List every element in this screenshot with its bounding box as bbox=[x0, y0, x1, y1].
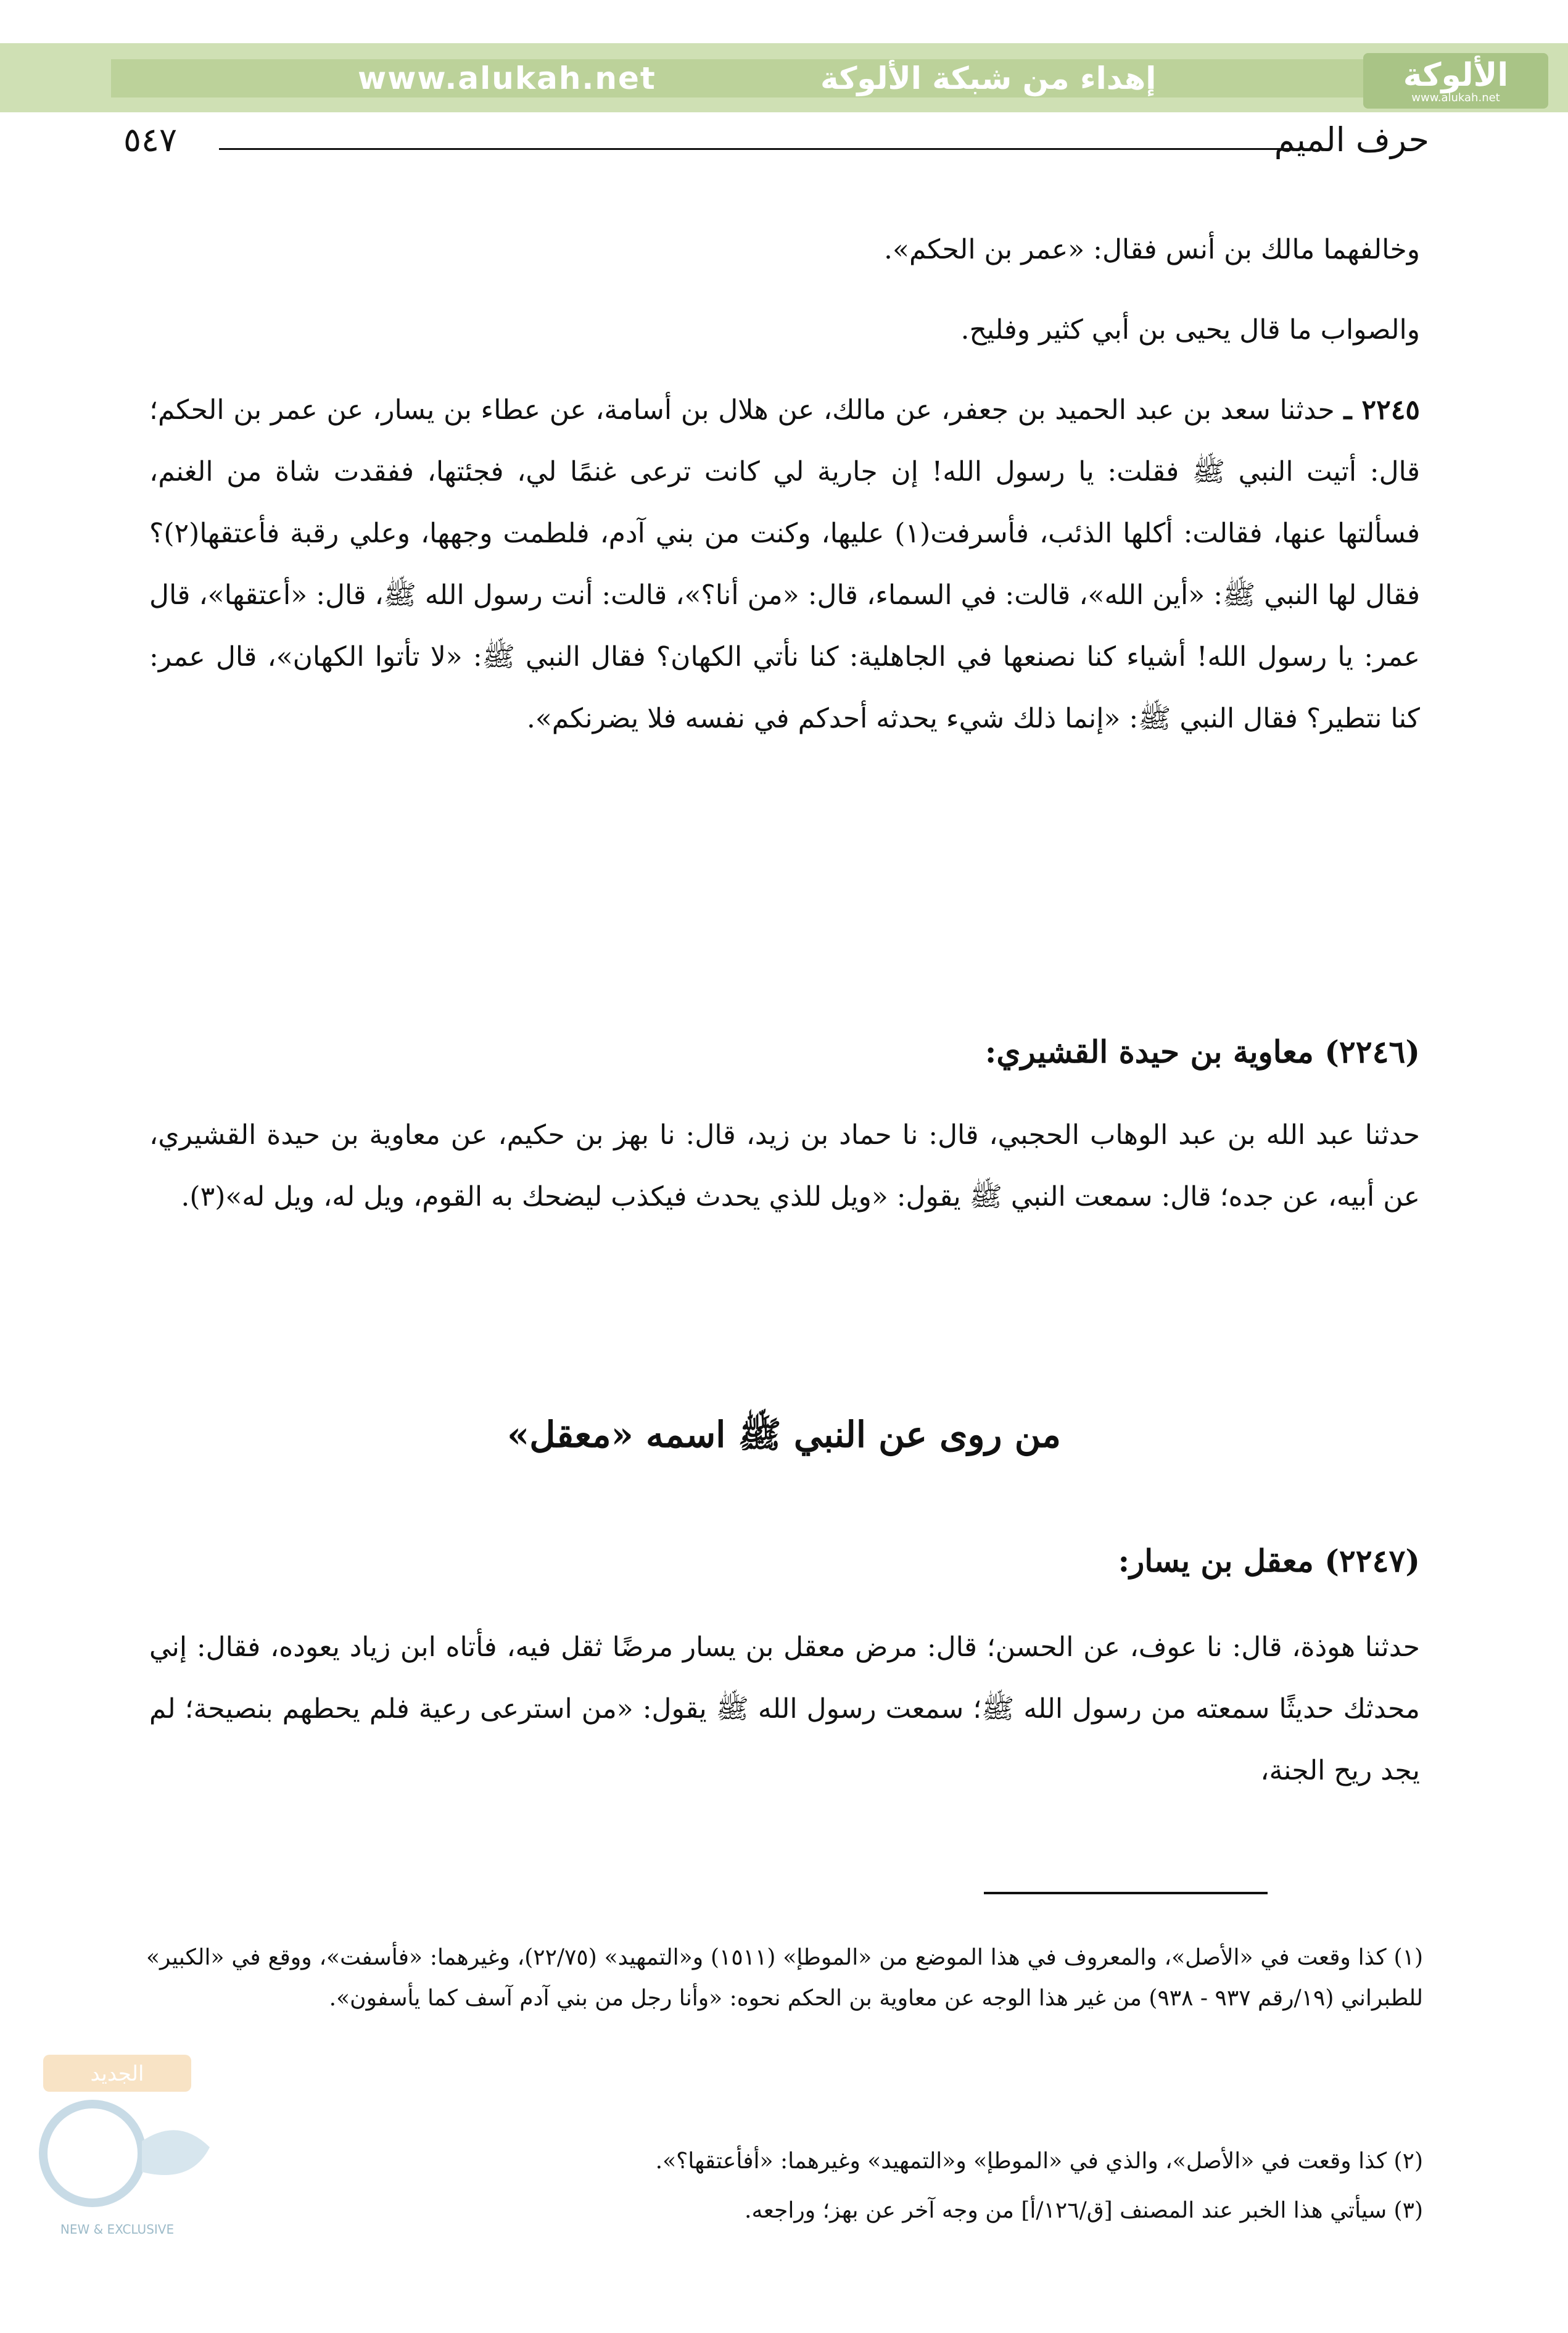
hadith-2247: حدثنا هوذة، قال: نا عوف، عن الحسن؛ قال: مرض معقل بن يسار مرضًا ثقل فيه، فأتاه ابن زياد يعوده، فقال: إني محدثك حديثًا سمعته من رسول الله ﷺ؛ سمعت رسول الله ﷺ يقول: «من استرعى رعية فلم يحطهم بنصيحة؛ لم يجد ريح الجنة، bbox=[149, 1631, 1420, 1786]
site-logo bbox=[1363, 53, 1548, 109]
logo-wordmark: الألوكة bbox=[1403, 57, 1509, 94]
entry-heading-2247: (٢٢٤٧) معقل بن يسار: bbox=[1118, 1543, 1420, 1579]
logo-url: www.alukah.net bbox=[1411, 91, 1500, 104]
running-header: حرف الميم bbox=[1274, 120, 1429, 159]
banner-url[interactable]: www.alukah.net bbox=[358, 60, 656, 96]
watermark-ring bbox=[43, 2104, 142, 2203]
header-rule bbox=[219, 148, 1295, 150]
hadith-text: حدثنا سعد بن عبد الحميد بن جعفر، عن مالك، عن هلال بن أسامة، عن عطاء بن يسار، عن عمر بن الحكم؛ قال: أتيت النبي ﷺ فقلت: يا رسول الله! إن جارية لي كانت ترعى غنمًا لي، فجئتها، ففقدت شاة من الغنم، فسألتها عنها، فقالت: أكلها الذئب، فأسرفت(١) عليها، وكنت من بني آدم، فلطمت وجهها، وعلي رقبة فأعتقها(٢)؟ فقال لها النبي ﷺ: «أين الله»، قالت: في السماء، قال: «من أنا؟»، قالت: أنت رسول الله ﷺ، قال: «أعتقها»، قال عمر: يا رسول الله! أشياء كنا نصنعها في الجاهلية: كنا نأتي الكهان؟ فقال النبي ﷺ: «لا تأتوا الكهان»، قال عمر: كنا نتطير؟ فقال النبي ﷺ: «إنما ذلك شيء يحدثه أحدكم في نفسه فلا يضرنكم». bbox=[149, 394, 1421, 734]
footnote-separator bbox=[984, 1892, 1268, 1894]
watermark-swash bbox=[142, 2130, 210, 2175]
banner-dedication: إهداء من شبكة الألوكة bbox=[820, 60, 1157, 96]
footnote-1: (١) كذا وقعت في «الأصل»، والمعروف في هذا الموضع من «الموطإ» (١٥١١) و«التمهيد» (٢٢/٧٥)، وغيرهما: «فأسفت»، ووقع في «الكبير» للطبراني (١٩/رقم ٩٣٧ - ٩٣٨) من غير هذا الوجه عن معاوية بن الحكم نحوه: «وأنا رجل من بني آدم آسف كما يأسفون». bbox=[146, 1945, 1423, 2011]
watermark-bottom-text: NEW & EXCLUSIVE bbox=[60, 2222, 175, 2237]
entry-heading-2246: (٢٢٤٦) معاوية بن حيدة القشيري: bbox=[984, 1034, 1420, 1070]
hadith-number: ٢٢٤٥ ـ bbox=[1343, 394, 1421, 426]
paragraph-2: والصواب ما قال يحيى بن أبي كثير وفليح. bbox=[960, 314, 1420, 346]
watermark-top-text: الجديد bbox=[90, 2062, 144, 2086]
hadith-2246: حدثنا عبد الله بن عبد الوهاب الحجبي، قال: نا حماد بن زيد، قال: نا بهز بن حكيم، عن معاوية بن حيدة القشيري، عن أبيه، عن جده؛ قال: سمعت النبي ﷺ يقول: «ويل للذي يحدث فيكذب ليضحك به القوم، ويل له، ويل له»(٣). bbox=[149, 1119, 1420, 1212]
footnote-3: (٣) سيأتي هذا الخبر عند المصنف [ق/١٢٦/أ] من وجه آخر عن بهز؛ وراجعه. bbox=[745, 2198, 1423, 2223]
paragraph-1: وخالفهما مالك بن أنس فقال: «عمر بن الحكم». bbox=[884, 234, 1420, 265]
banner-strip bbox=[111, 59, 1363, 97]
page-number: ٥٤٧ bbox=[123, 120, 178, 159]
footnote-2: (٢) كذا وقعت في «الأصل»، والذي في «الموطإ» و«التمهيد» وغيرهما: «أفأعتقها؟». bbox=[655, 2149, 1423, 2174]
watermark-logo bbox=[0, 2049, 234, 2246]
hadith-2245 bbox=[149, 379, 1420, 750]
section-heading: من روى عن النبي ﷺ اسمه «معقل» bbox=[507, 1414, 1061, 1456]
